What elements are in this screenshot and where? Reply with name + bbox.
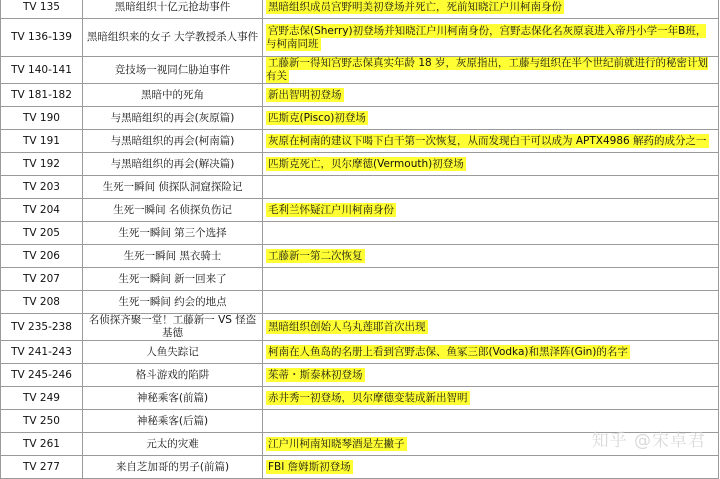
episode-note-cell <box>263 456 719 479</box>
table-row <box>1 245 719 268</box>
highlighted-note: 灰原在柯南的建议下喝下白干第一次恢复，从而发现白干可以成为 APTX4986 解药的成分之一 <box>268 134 707 147</box>
episode-title-cell: 黑暗中的死角 <box>83 84 263 107</box>
episode-number-cell: TV 140-141 <box>1 57 83 84</box>
episode-number-cell: TV 205 <box>1 222 83 245</box>
episode-note-cell <box>263 268 719 291</box>
episode-number-cell: TV 206 <box>1 245 83 268</box>
episode-number-cell: TV 249 <box>1 387 83 410</box>
episode-title-cell: 神秘乘客(后篇) <box>83 410 263 433</box>
episode-title-cell: 来自芝加哥的男子(前篇) <box>83 456 263 479</box>
highlighted-note: 黑暗组织成员宫野明美初登场并死亡，死前知晓江户川柯南身份 <box>268 0 562 13</box>
episode-note-cell <box>263 199 719 222</box>
highlighted-note: 工藤新一得知宫野志保真实年龄 18 岁，灰原指出，工藤与组织在半个世纪前就进行的秘密计划有关 <box>266 57 709 82</box>
episode-number-cell: TV 192 <box>1 153 83 176</box>
highlighted-note: FBI 詹姆斯初登场 <box>268 460 351 473</box>
episode-number-cell: TV 250 <box>1 410 83 433</box>
highlighted-note: 新出智明初登场 <box>268 88 342 101</box>
episode-title-cell: 元太的灾难 <box>83 433 263 456</box>
episode-note-cell <box>263 314 719 341</box>
table-row <box>1 222 719 245</box>
episode-number-cell: TV 203 <box>1 176 83 199</box>
highlighted-note: 江户川柯南知晓琴酒是左撇子 <box>268 437 405 450</box>
table-row <box>1 314 719 341</box>
highlighted-note: 柯南在人鱼岛的名册上看到宫野志保、鱼冢三郎(Vodka)和黑泽阵(Gin)的名字 <box>268 345 628 358</box>
table-row <box>1 456 719 479</box>
episode-title-cell: 与黑暗组织的再会(解决篇) <box>83 153 263 176</box>
episode-note-cell <box>263 107 719 130</box>
table-row <box>1 364 719 387</box>
episode-note-cell <box>263 153 719 176</box>
table-row <box>1 291 719 314</box>
episode-title-cell: 生死一瞬间 新一回来了 <box>83 268 263 291</box>
table-row <box>1 84 719 107</box>
highlighted-note: 匹斯克(Pisco)初登场 <box>268 111 366 124</box>
episode-note-cell <box>263 222 719 245</box>
episode-number-cell: TV 181-182 <box>1 84 83 107</box>
episode-title-cell: 格斗游戏的陷阱 <box>83 364 263 387</box>
table-row <box>1 199 719 222</box>
episode-note-cell <box>263 0 719 19</box>
episode-number-cell: TV 208 <box>1 291 83 314</box>
episode-number-cell: TV 245-246 <box>1 364 83 387</box>
table-row <box>1 107 719 130</box>
table-row <box>1 130 719 153</box>
episode-note-cell <box>263 130 719 153</box>
episode-number-cell: TV 277 <box>1 456 83 479</box>
episode-number-cell: TV 136-139 <box>1 19 83 57</box>
episode-title-cell: 生死一瞬间 约会的地点 <box>83 291 263 314</box>
episode-title-cell: 黑暗组织来的女子 大学教授杀人事件 <box>83 19 263 57</box>
episode-title-cell: 名侦探齐聚一堂！工藤新一 VS 怪盗基德 <box>83 314 263 341</box>
table-row <box>1 176 719 199</box>
table-row <box>1 387 719 410</box>
episode-note-cell <box>263 245 719 268</box>
episode-note-cell <box>263 291 719 314</box>
episode-title-cell: 与黑暗组织的再会(灰原篇) <box>83 107 263 130</box>
episode-number-cell: TV 190 <box>1 107 83 130</box>
episode-title-cell: 神秘乘客(前篇) <box>83 387 263 410</box>
episode-title-cell: 生死一瞬间 名侦探负伤记 <box>83 199 263 222</box>
episode-table-body <box>1 0 719 479</box>
episode-note-cell <box>263 364 719 387</box>
table-row <box>1 153 719 176</box>
table-row <box>1 57 719 84</box>
episode-note-cell <box>263 84 719 107</box>
highlighted-note: 赤井秀一初登场，贝尔摩德变装成新出智明 <box>268 391 468 404</box>
episode-title-cell: 与黑暗组织的再会(柯南篇) <box>83 130 263 153</box>
highlighted-note: 毛利兰怀疑江户川柯南身份 <box>268 203 394 216</box>
highlighted-note: 宫野志保(Sherry)初登场并知晓江户川柯南身份，宫野志保化名灰原哀进入帝丹小学一年B班，与柯南同班 <box>266 24 707 50</box>
episode-number-cell: TV 191 <box>1 130 83 153</box>
episode-number-cell: TV 204 <box>1 199 83 222</box>
episode-note-cell <box>263 341 719 364</box>
episode-title-cell: 生死一瞬间 第三个选择 <box>83 222 263 245</box>
watermark: 知乎 @宋卓君 <box>591 431 706 451</box>
episode-note-cell <box>263 19 719 57</box>
highlighted-note: 茱蒂・斯泰林初登场 <box>268 368 363 381</box>
table-row <box>1 341 719 364</box>
episode-number-cell: TV 241-243 <box>1 341 83 364</box>
table-row <box>1 0 719 19</box>
episode-title-cell: 生死一瞬间 侦探队洞窟探险记 <box>83 176 263 199</box>
episode-title-cell: 竞技场一视同仁胁迫事件 <box>83 57 263 84</box>
highlighted-note: 匹斯克死亡，贝尔摩德(Vermouth)初登场 <box>268 157 464 170</box>
episode-note-cell <box>263 57 719 84</box>
episode-number-cell: TV 235-238 <box>1 314 83 341</box>
highlighted-note: 黑暗组织创始人乌丸莲耶首次出现 <box>268 320 426 333</box>
highlighted-note: 工藤新一第二次恢复 <box>268 249 363 262</box>
episode-number-cell: TV 261 <box>1 433 83 456</box>
episode-title-cell: 黑暗组织十亿元抢劫事件 <box>83 0 263 19</box>
episode-number-cell: TV 207 <box>1 268 83 291</box>
episode-note-cell <box>263 387 719 410</box>
episode-number-cell: TV 135 <box>1 0 83 19</box>
episode-title-cell: 人鱼失踪记 <box>83 341 263 364</box>
episode-note-cell <box>263 176 719 199</box>
table-row <box>1 268 719 291</box>
table-row <box>1 19 719 57</box>
episode-title-cell: 生死一瞬间 黑衣骑士 <box>83 245 263 268</box>
